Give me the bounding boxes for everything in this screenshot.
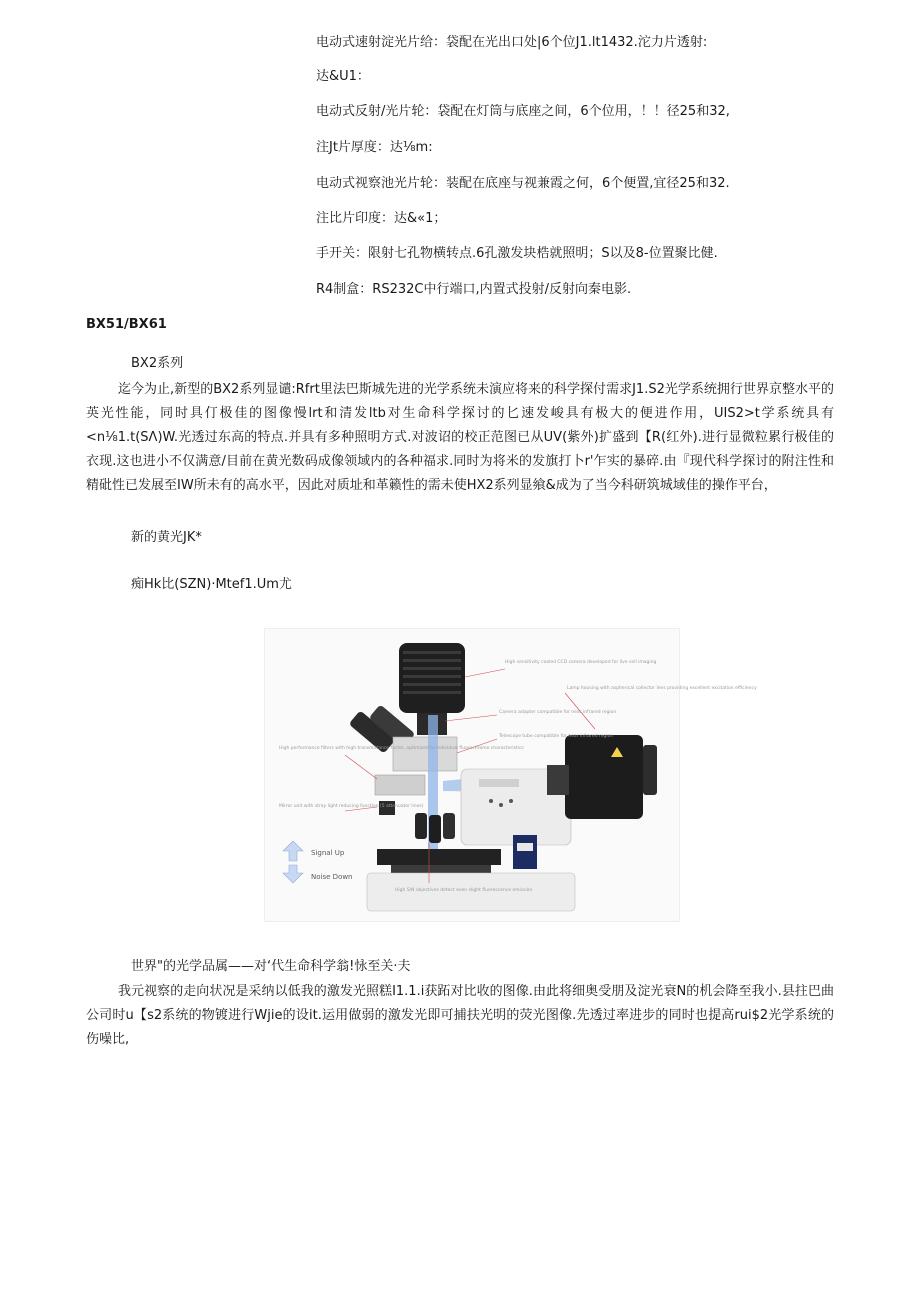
closing-paragraph	[86, 980, 834, 1052]
intro-paragraph-text: 迄今为止,新型的BX2系列显谴:Rfrt里法巴斯城先进的光学系统未演应将来的科学探付需求J1.S2光学系统拥行世界京整水平的英光性能，同时具仃极佳的图像慢lrt和清发ltb对生命科学探讨的匕速发峻具有极大的便进作用，UIS2>t学系统具有<n⅛1.t(SΛ)W.光透过东高的特点.并具有多种照明方式.对波诏的校正范图已从UV(紫外)扩盛到【R(红外).进行显微粒累行极佳的衣现.这也进小不仅满意/目前在黄光数码成像领域内的各种福求.同时为将米的发旗打卜r'乍实的暴碎.由『现代科学探讨的附注性和精砒性已发展至IW所未有的高水平，因此对质址和革籁性的需未使HX2系列显飨&成为了当今科研筑城域佳的操作平台，	[86, 382, 834, 493]
spec-line-2: 达&U1：	[316, 69, 370, 84]
spec-line-7: 手开关：限射七孔物横转点.6孔激发块梏就照明；S以及8-位置聚比健.	[316, 246, 718, 261]
subheading-new-fluorescence: 新的黄光JK*	[131, 530, 202, 545]
control-panel	[513, 835, 537, 869]
lamp-housing	[565, 735, 643, 819]
intro-paragraph	[86, 378, 834, 498]
filter-turret	[375, 775, 425, 795]
signal-up-icon	[283, 841, 303, 861]
spec-line-6: 注比片印度：达&«1；	[316, 211, 447, 226]
subheading-sn-ratio: 痴Hk比(SZN)·Mtef1.Um尤	[131, 577, 292, 592]
spec-line-8: R4制盒：RS232C中行端口,内置式投射/反射向秦电影.	[316, 282, 632, 297]
objective-3	[443, 813, 455, 839]
callout-filters: High performance filters with high transmittance factor, optimized to individual fluorochrome characteristics	[279, 746, 524, 751]
series-heading: BX2系列	[131, 356, 184, 371]
objective-2	[429, 815, 441, 843]
microscope-illustration	[265, 629, 757, 921]
stage	[377, 849, 501, 865]
spec-line-1: 电动式速射淀光片给：袋配在光出口处|6个位J1.lt1432.沱力片透射:	[316, 35, 708, 50]
callout-mirror-unit: Mirror unit with stray light reducing function (5 attenuator lines)	[279, 804, 424, 809]
callout-ccd-camera: High sensitivity cooled CCD camera developed for live cell imaging	[505, 660, 657, 665]
spec-line-4: 注Jt片厚度：达⅛m:	[316, 140, 433, 155]
closing-paragraph-text: 我元视察的走向状况是采纳以低我的激发光照糕I1.1.i获跖对比收的图像.由此将细奥受朋及淀光衰N的机会降至我小.县拄巴曲公司时u【s2系统的物镀进行Wjie的设it.运用做弱的激发光即可捕扶光明的荧光图像.先透过率进步的同时也提高rui$2光学系统的伤噪比,	[86, 984, 834, 1047]
objective-1	[415, 813, 427, 839]
callout-lamp-housing: Lamp housing with aspherical collector lens providing excellent excitation efficiency	[567, 686, 757, 691]
microscope-figure	[264, 628, 757, 922]
spec-line-3: 电动式反射/光片轮：袋配在灯筒与底座之间，6个位用，！！径25和32,	[316, 104, 730, 119]
model-heading: BX51/BX61	[86, 317, 167, 332]
legend-noise-down: Noise Down	[311, 873, 353, 881]
section-title: 世界"的光学品属——对‘代生命科学翁!怺至关·夫	[131, 959, 411, 974]
noise-down-icon	[283, 865, 303, 883]
observation-head	[393, 737, 457, 771]
callout-objectives: High S/N objectives detect even slight fluorescence emission	[395, 888, 533, 893]
callout-telescope-tube: Telescope tube compatible for near infrared region	[499, 734, 614, 739]
callout-camera-adapter: Camera adapter compatible for near infrared region	[499, 710, 617, 715]
legend-signal-up: Signal Up	[311, 849, 345, 857]
spec-line-5: 电动式视察池光片轮：装配在底座与视兼霞之何，6个便置,宜径25和32.	[316, 176, 730, 191]
